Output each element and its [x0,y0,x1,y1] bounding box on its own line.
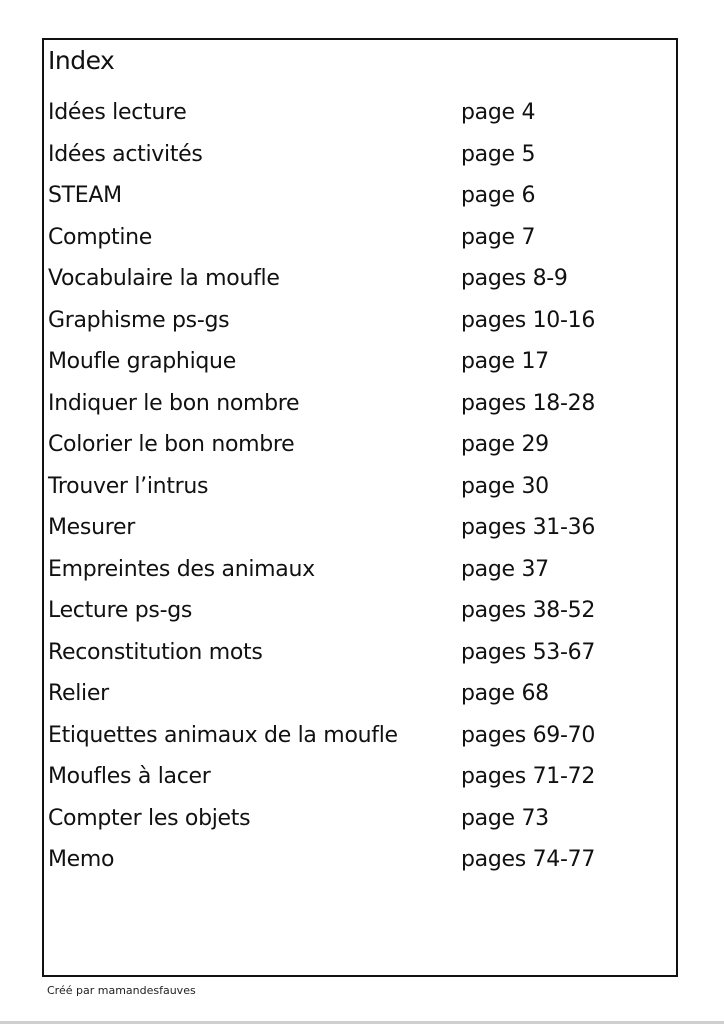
entry-label: Idées activités [48,141,203,167]
entry-pages: page 4 [461,100,536,125]
entry-label: STEAM [48,183,122,208]
entry-label: Mesurer [48,515,135,540]
index-row [48,387,668,429]
entry-pages: pages 38-52 [461,598,596,623]
index-row [48,345,668,387]
entry-label: Colorier le bon nombre [48,432,295,457]
entry-label: Indiquer le bon nombre [48,390,300,416]
entry-pages: page 29 [461,432,549,457]
entry-pages: page 73 [461,805,549,831]
index-row [48,843,668,885]
entry-pages: pages 10-16 [461,307,596,333]
index-title: Index [48,46,115,75]
entry-pages: pages 53-67 [461,639,596,665]
entry-label: Etiquettes animaux de la moufle [48,722,398,748]
entry-label: Lecture ps-gs [48,598,193,623]
index-row [48,760,668,802]
entry-label: Graphisme ps-gs [48,307,230,333]
footer-credit: Créé par mamandesfauves [47,984,196,997]
index-row [48,304,668,346]
entry-pages: pages 18-28 [461,390,596,416]
index-row [48,677,668,719]
index-row [48,221,668,263]
entry-label: Moufle graphique [48,349,236,374]
index-row [48,96,668,138]
index-row [48,511,668,553]
index-row [48,428,668,470]
index-row [48,802,668,844]
entry-pages: page 6 [461,183,536,208]
index-row [48,138,668,180]
entry-pages: page 30 [461,473,549,499]
entry-label: Vocabulaire la moufle [48,266,280,291]
entry-pages: pages 71-72 [461,764,596,789]
entry-label: Memo [48,847,115,872]
entry-pages: pages 8-9 [461,266,568,291]
index-row [48,594,668,636]
entry-pages: page 5 [461,141,536,167]
entry-label: Trouver l’intrus [48,473,209,499]
entry-pages: pages 69-70 [461,722,596,748]
entry-label: Empreintes des animaux [48,556,315,582]
index-row [48,553,668,595]
index-row [48,470,668,512]
index-list [48,96,668,885]
entry-label: Comptine [48,224,153,250]
entry-label: Idées lecture [48,100,187,125]
index-row [48,636,668,678]
entry-label: Reconstitution mots [48,639,263,665]
index-row [48,719,668,761]
entry-label: Moufles à lacer [48,764,211,789]
index-row [48,262,668,304]
entry-pages: page 68 [461,681,549,706]
entry-label: Compter les objets [48,805,251,831]
entry-pages: pages 74-77 [461,847,596,872]
entry-pages: page 7 [461,224,536,250]
index-frame [42,38,678,977]
entry-pages: page 17 [461,349,549,374]
index-row [48,179,668,221]
entry-pages: page 37 [461,556,549,582]
entry-label: Relier [48,681,109,706]
entry-pages: pages 31-36 [461,515,596,540]
